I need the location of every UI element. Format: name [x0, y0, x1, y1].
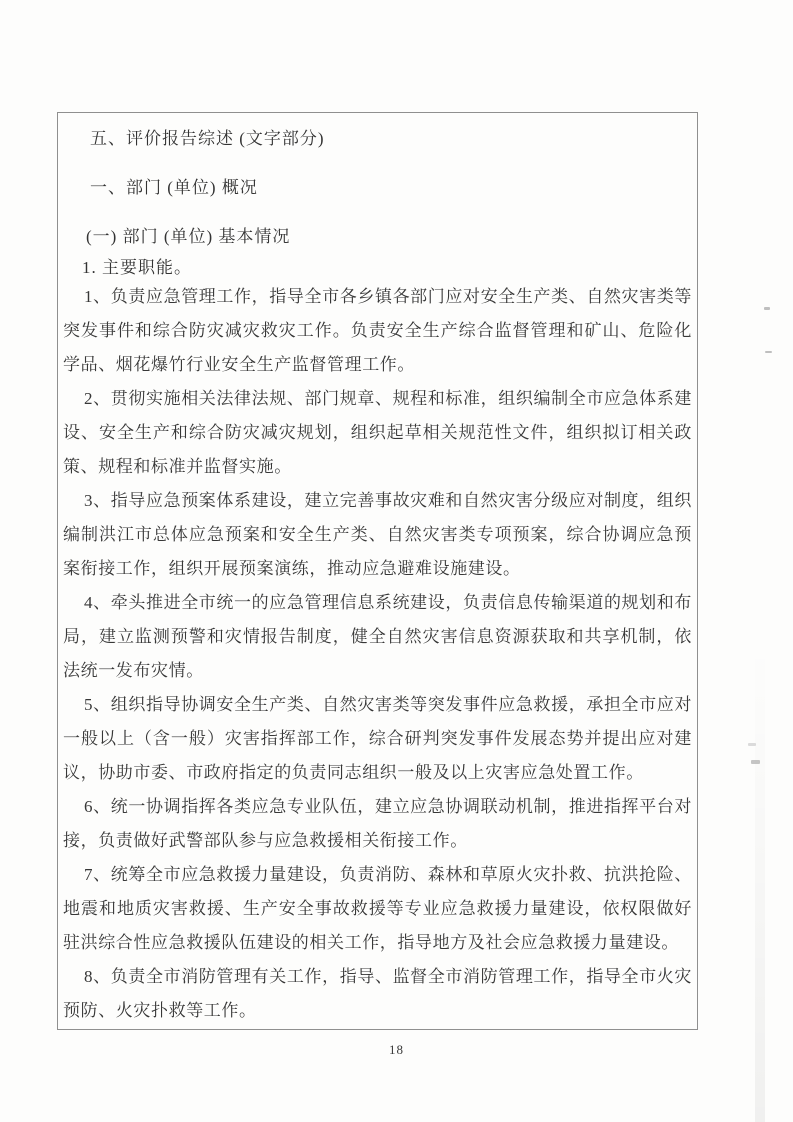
function-paragraph: 4、牵头推进全市统一的应急管理信息系统建设，负责信息传输渠道的规划和布局，建立监测预警和灾情报告制度，健全自然灾害信息资源获取和共享机制，依法统一发布灾情。	[63, 593, 692, 680]
function-paragraph: 2、贯彻实施相关法律法规、部门规章、规程和标准，组织编制全市应急体系建设、安全生产和综合防灾减灾规划，组织起草相关规范性文件，组织拟订相关政策、规程和标准并监督实施。	[63, 389, 692, 476]
function-paragraph: 6、统一协调指挥各类应急专业队伍，建立应急协调联动机制，推进指挥平台对接，负责做好武警部队参与应急救援相关衔接工作。	[63, 797, 692, 850]
section-title: 五、评价报告综述 (文字部分)	[90, 129, 325, 148]
function-paragraph: 7、统筹全市应急救援力量建设，负责消防、森林和草原火灾扑救、抗洪抢险、地震和地质灾害救援、生产安全事故救援等专业应急救援力量建设，依权限做好驻洪综合性应急救援队伍建设的相关工作，指导地方及社会应急救援力量建设。	[63, 865, 692, 952]
scan-speck	[765, 351, 772, 353]
function-paragraph-list	[63, 280, 692, 1030]
function-paragraph: 3、指导应急预案体系建设，建立完善事故灾难和自然灾害分级应对制度，组织编制洪江市总体应急预案和安全生产类、自然灾害类专项预案，综合协调应急预案衔接工作，组织开展预案演练，推动应急避难设施建设。	[63, 491, 692, 578]
page-number: 18	[389, 1042, 404, 1057]
report-content-frame	[57, 112, 698, 1030]
scan-speck	[764, 307, 770, 310]
function-paragraph: 8、负责全市消防管理有关工作，指导、监督全市消防管理工作，指导全市火灾预防、火灾扑救等工作。	[63, 967, 692, 1020]
heading-main-functions: 1. 主要职能。	[82, 258, 192, 277]
function-paragraph: 5、组织指导协调安全生产类、自然灾害类等突发事件应急救援，承担全市应对一般以上（含一般）灾害指挥部工作，综合研判突发事件发展态势并提出应对建议，协助市委、市政府指定的负责同志组织一般及以上灾害应急处置工作。	[63, 695, 692, 782]
scan-speck	[748, 743, 756, 746]
function-paragraph: 1、负责应急管理工作，指导全市各乡镇各部门应对安全生产类、自然灾害类等突发事件和综合防灾减灾救灾工作。负责安全生产综合监督管理和矿山、危险化学品、烟花爆竹行业安全生产监督管理工作。	[63, 287, 692, 374]
heading-basic-situation: (一) 部门 (单位) 基本情况	[86, 227, 291, 246]
heading-department-overview: 一、部门 (单位) 概况	[90, 178, 258, 197]
scan-speck	[751, 760, 760, 764]
function-paragraph	[63, 1028, 692, 1030]
